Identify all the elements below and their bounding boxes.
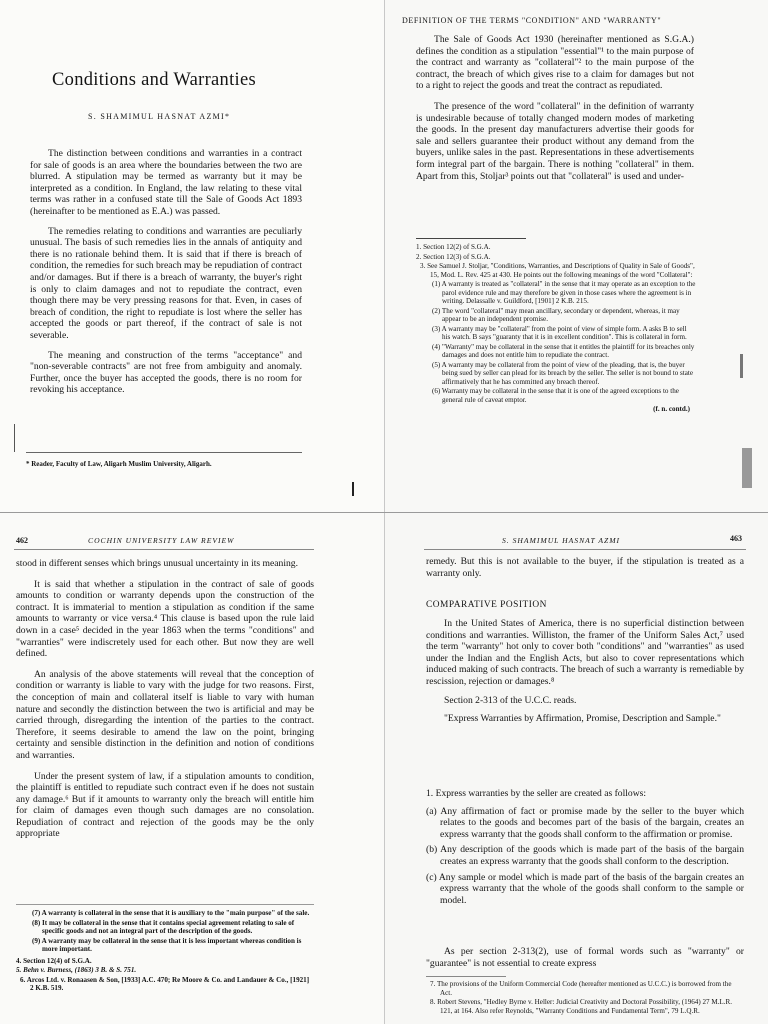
article-title: Conditions and Warranties bbox=[52, 70, 256, 90]
footnote-rule bbox=[16, 904, 314, 905]
paragraph: Under the present system of law, if a stipulation amounts to condition, the plaintiff is entitled to repudiate such contract even if he does not sustain any damage.⁶ But if it amounts to warranty only the breach will entitle him for claim of damages even though such damages are no consolation. Repudiation of contract and rejection of the goods may be the only appropriate bbox=[16, 770, 314, 840]
footnote-subitem: (1) A warranty is treated as "collateral" in the sense that it may operate as an exception to the parol evidence rule and may therefore be given in those cases where the agreement is in writing. Delassalle v. Guildford, [1901] 2 K.B. 215. bbox=[432, 280, 696, 305]
paragraph: remedy. But this is not available to the buyer, if the stipulation is treated as a warranty only. bbox=[426, 556, 744, 579]
footnote-subitem: (5) A warranty may be collateral from the point of view of the pleading, that is, the buyer being sued by seller can plead for its breach by the seller. The seller is not bound to state affirmatively that he has committed any breach thereof. bbox=[432, 360, 694, 386]
footnotes bbox=[426, 980, 744, 1016]
paragraph: The meaning and construction of the terms "acceptance" and "non-severable contracts" are not free from ambiguity and anomaly. Further, once the buyer has accepted the goods, there is no room for revoking his acceptance. bbox=[30, 349, 302, 396]
page-edge-smudge bbox=[742, 448, 752, 488]
footnote: 7. The provisions of the Uniform Commercial Code (hereafter mentioned as U.C.C.) is borrowed from the Act. bbox=[430, 980, 732, 997]
footnote-subitem: (2) The word "collateral" may mean ancillary, secondary or dependent, whereas, it may appear to be an independent promise. bbox=[432, 306, 680, 323]
spread-divider bbox=[0, 512, 768, 513]
page-463 bbox=[384, 512, 768, 1024]
footnote: 3. See Samuel J. Stoljar, "Conditions, Warranties, and Descriptions of Quality in Sale of Goods", 15, Mod. L. Rev. 425 at 430. He points out the following meanings of the word "Collateral": bbox=[420, 262, 695, 279]
header-rule bbox=[14, 549, 314, 550]
paragraph: In the United States of America, there is no superficial distinction between conditions and warranties. Williston, the framer of the Uniform Sales Act,⁷ used the term "warranty" hot only to cover both "conditions" and "warranties" as used under the Indian and the English Acts, but also to cover representations which induced making of such contracts. The breach of such a warranty is remediable by rescission, rejection or damages.⁸ bbox=[426, 618, 744, 687]
list-item: (b) Any description of the goods which is made part of the basis of the bargain creates an express warranty that the goods shall conform to the description. bbox=[426, 844, 744, 867]
footnote: 1. Section 12(2) of S.G.A. bbox=[416, 243, 491, 251]
body-text bbox=[426, 618, 744, 732]
paragraph: stood in different senses which brings unusual uncertainty in its meaning. bbox=[16, 558, 298, 569]
section-heading: COMPARATIVE POSITION bbox=[426, 600, 547, 610]
running-head: DEFINITION OF THE TERMS "CONDITION" AND "WARRANTY" bbox=[402, 16, 662, 25]
margin-mark bbox=[14, 424, 15, 452]
page-title-page bbox=[0, 0, 384, 512]
body-text bbox=[30, 148, 302, 403]
footnote: 4. Section 12(4) of S.G.A. bbox=[16, 956, 92, 965]
paragraph: As per section 2-313(2), use of formal words such as "warranty" or "guarantee" is not essential to create express bbox=[426, 946, 744, 969]
paragraph: It is said that whether a stipulation in the contract of sale of goods amounts to condition or warranty depends upon the construction of the contract. It is immaterial to mention a stipulation as condition if the same amounts to warranty or vice versa.⁴ This clause is based upon the rule laid down in a case⁵ decided in the year 1863 when the terms "conditions" and "warranties" were indiscretely used for each other. But now they are well defined. bbox=[16, 578, 314, 660]
list-item: 1. Express warranties by the seller are created as follows: bbox=[426, 788, 647, 799]
footnote: 8. Robert Stevens, "Hedley Byrne v. Heller: Judicial Creativity and Doctoral Possibility, (1964) 27 M.L.R. 121, at 164. Also refer Reynolds, "Warranty Conditions and Fundamental Term", 79 L.Q.R. bbox=[430, 998, 733, 1015]
margin-mark bbox=[352, 482, 354, 496]
paragraph: Section 2-313 of the U.C.C. reads. bbox=[444, 694, 577, 706]
header-rule bbox=[424, 549, 746, 550]
footnote: 5. Behn v. Burness, (1863) 3 B. & S. 751. bbox=[16, 966, 137, 974]
paragraph: The remedies relating to conditions and warranties are peculiarly unusual. The basis of such remedies lies in the annals of antiquity and there is no rationale behind them. It is said that if there is breach of condition, the remedies for such breach may be repudiation of contract and/or damages. But if there is a breach of warranty, the buyer's right is only to claim damages and not to repudiate the contract, even though there may be very pressing reasons for that. Even, in cases of breach of condition, the right to repudiate is lost where the seller has accepted the goods or part thereof, if the contract of sale is not severable. bbox=[30, 225, 302, 341]
footnotes bbox=[16, 909, 314, 994]
footnote-rule bbox=[26, 452, 302, 453]
list-item: (c) Any sample or model which is made part of the basis of the bargain creates an express warranty that the whole of the goods shall conform to the sample or model. bbox=[426, 871, 744, 906]
body-text bbox=[416, 34, 694, 189]
footnote-subitem: (6) Warranty may be collateral in the sense that it is one of the agreed exceptions to the general rule of caveat emptor. bbox=[432, 387, 679, 404]
footnote-subitem: (7) A warranty is collateral in the sense that it is auxiliary to the "main purpose" of the sale. bbox=[32, 909, 310, 917]
footnote-subitem: (8) It may be collateral in the sense that it contains special agreement relating to sale of specific goods and not an integral part of the description of the goods. bbox=[32, 918, 295, 935]
footnote-subitem: (4) "Warranty" may be collateral in the sense that it entitles the plaintiff for its breaches only damages and does not entitle him to repudiate the contract. bbox=[432, 342, 695, 359]
footnote-rule bbox=[426, 976, 506, 977]
body-text bbox=[16, 558, 314, 847]
running-head: S. SHAMIMUL HASNAT AZMI bbox=[502, 536, 621, 545]
paragraph: An analysis of the above statements will reveal that the conception of condition or warranty is liable to vary with the judge for two reasons. First, the conception of main and collateral itself is liable to vary with human nature and secondly the distinction between the two is artificial and may be carried through, disregarding the intention of the parties to the contract. Therefore, it seems desirable to amend the law on the point, bringing certainty and sensible distinction in the definition and notion of conditions and warranties. bbox=[16, 668, 314, 761]
paragraph: The Sale of Goods Act 1930 (hereinafter mentioned as S.G.A.) defines the condition as a stipulation "essential"¹ to the main purpose of the contract and warranty as "collateral"² to the main purpose of the contract, the breach of which gives rise to a claim for damages but not to a right to reject the goods and treat the contract as repudiated. bbox=[416, 34, 694, 92]
footnote-subitem: (3) A warranty may be "collateral" from the point of view of simple form. A asks B to sell his watch. B says "guaranty that it is in excellent condition". This is collateral in form. bbox=[432, 324, 687, 341]
footnote-subitem: (9) A warranty may be collateral in the sense that it is less important whereas condition is more important. bbox=[32, 936, 302, 953]
page-462 bbox=[0, 512, 384, 1024]
list-item: (a) Any affirmation of fact or promise made by the seller to the buyer which relates to the goods and becomes part of the basis of the bargain, creates an express warranty that the goods shall conform to the affirmation or promise. bbox=[426, 805, 744, 840]
page-number: 462 bbox=[16, 536, 28, 545]
clause-list bbox=[426, 788, 744, 910]
page-number: 463 bbox=[730, 534, 742, 543]
author-name: S. SHAMIMUL HASNAT AZMI* bbox=[88, 112, 231, 121]
body-text bbox=[426, 946, 744, 976]
paragraph: The distinction between conditions and warranties in a contract for sale of goods is an area where the boundaries between the two are blurred. A stipulation may be termed as warranty but it may be interpreted as a condition. In England, the law relating to these vital terms was rather in a confused state till the Sale of Goods Act 1893 (hereinafter to be mentioned as E.A.) was passed. bbox=[30, 148, 302, 217]
page-definitions bbox=[384, 0, 768, 512]
footnote: 2. Section 12(3) of S.G.A. bbox=[416, 252, 491, 261]
running-head: COCHIN UNIVERSITY LAW REVIEW bbox=[88, 536, 235, 545]
footnotes bbox=[416, 243, 696, 415]
footnote-continued: (f. n. contd.) bbox=[653, 405, 690, 413]
author-affiliation: * Reader, Faculty of Law, Aligarh Muslim University, Aligarh. bbox=[26, 460, 212, 468]
body-text bbox=[426, 556, 744, 586]
footnote: 6. Arcos Ltd. v. Ronaasen & Son, [1933] A.C. 470; Re Moore & Co. and Landauer & Co., [1921] 2 K.B. 519. bbox=[20, 975, 310, 992]
footnote-rule bbox=[416, 238, 526, 239]
page-edge-smudge bbox=[740, 354, 743, 378]
paragraph: "Express Warranties by Affirmation, Promise, Description and Sample." bbox=[444, 713, 721, 725]
paragraph: The presence of the word "collateral" in the definition of warranty is undesirable because of totally changed modern modes of marketing the goods. In the present day manufacturers advertise their goods for sale and sellers guarantee their product without any demand from the buyers, unlike sales in the past. Representations in these advertisements form integral part of the bargain. There is nothing "collateral" in them. Apart from this, Stoljar³ points out that "collateral" is used and under- bbox=[416, 100, 694, 182]
